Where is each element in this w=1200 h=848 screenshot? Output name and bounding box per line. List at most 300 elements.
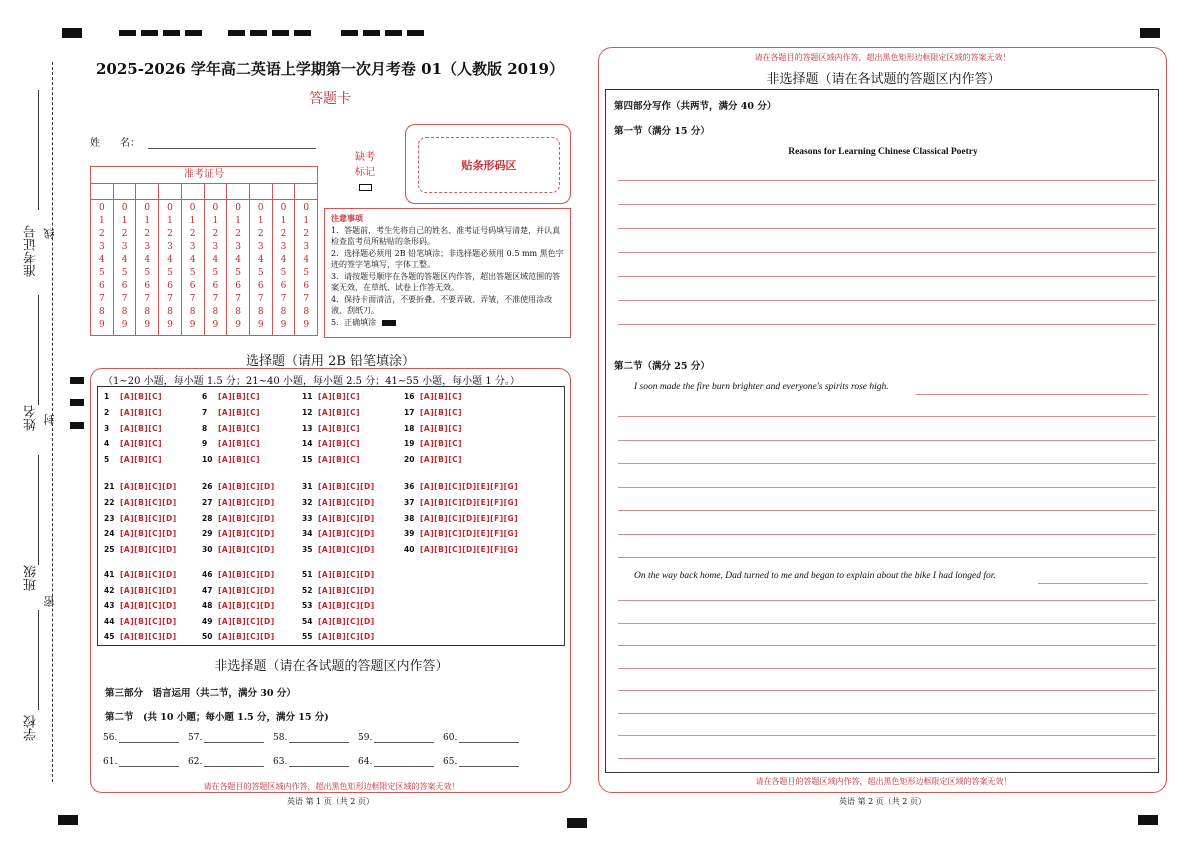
- digit-bubble[interactable]: 1: [280, 216, 287, 226]
- digit-bubble[interactable]: 4: [280, 255, 287, 265]
- digit-bubble[interactable]: 4: [98, 255, 105, 265]
- digit-bubble[interactable]: 6: [144, 281, 151, 291]
- choice-question[interactable]: [302, 529, 375, 538]
- writing-line[interactable]: [618, 487, 1156, 488]
- question-number: 46: [202, 570, 213, 579]
- answer-options[interactable]: [A][B][C][D]: [318, 482, 375, 491]
- digit-bubble[interactable]: 7: [167, 294, 173, 304]
- exam-number-column[interactable]: [136, 200, 159, 335]
- blank-line[interactable]: [374, 757, 434, 767]
- answer-options[interactable]: [A][B][C][D]: [120, 601, 177, 610]
- writing-line[interactable]: [618, 324, 1156, 325]
- choice-question[interactable]: [404, 482, 518, 491]
- digit-bubble[interactable]: 0: [189, 203, 196, 213]
- fill-blank[interactable]: [273, 733, 349, 743]
- writing-line[interactable]: [618, 735, 1156, 736]
- choice-question[interactable]: [404, 392, 462, 401]
- answer-options[interactable]: [A][B][C]: [218, 439, 261, 449]
- exam-number-column[interactable]: [114, 200, 137, 335]
- digit-bubble[interactable]: 3: [98, 242, 105, 252]
- answer-options[interactable]: [A][B][C]: [120, 439, 163, 449]
- digit-bubble[interactable]: 8: [121, 307, 128, 317]
- digit-bubble[interactable]: 0: [144, 203, 151, 213]
- answer-options[interactable]: [A][B][C]: [318, 392, 361, 401]
- fill-blank[interactable]: [443, 757, 519, 767]
- choice-scoring-note: （1~20 小题，每小题 1.5 分；21~40 小题，每小题 2.5 分；41~55 小题，每小题 1 分。）: [103, 376, 520, 387]
- digit-bubble[interactable]: 7: [303, 294, 310, 304]
- exam-number-column[interactable]: [250, 200, 273, 335]
- writing-line[interactable]: [618, 463, 1156, 464]
- digit-bubble[interactable]: 6: [303, 281, 310, 291]
- registration-mark: [70, 399, 84, 406]
- choice-answer-area: [97, 386, 565, 646]
- digit-bubble[interactable]: 9: [144, 320, 151, 330]
- answer-options[interactable]: [A][B][C][D]: [318, 632, 375, 641]
- answer-options[interactable]: [A][B][C]: [120, 407, 163, 417]
- choice-question[interactable]: [202, 392, 260, 401]
- answer-options[interactable]: [A][B][C][D]: [218, 529, 275, 539]
- choice-question[interactable]: [302, 617, 375, 626]
- digit-bubble[interactable]: 9: [235, 320, 241, 330]
- digit-bubble[interactable]: 4: [257, 255, 264, 265]
- digit-bubble[interactable]: 1: [235, 216, 241, 226]
- digit-bubble[interactable]: 3: [280, 242, 287, 252]
- writing-line[interactable]: [618, 668, 1156, 669]
- digit-bubble[interactable]: 7: [235, 294, 241, 304]
- choice-question[interactable]: [202, 632, 275, 641]
- digit-bubble[interactable]: 9: [98, 320, 105, 330]
- digit-bubble[interactable]: 3: [121, 242, 128, 252]
- answer-options[interactable]: [A][B][C]: [318, 423, 361, 433]
- exam-number-column[interactable]: [159, 200, 182, 335]
- answer-options[interactable]: [A][B][C][D][E][F][G]: [420, 513, 519, 523]
- digit-bubble[interactable]: 0: [235, 203, 241, 213]
- digit-bubble[interactable]: 9: [280, 320, 287, 330]
- answer-options[interactable]: [A][B][C][D]: [218, 601, 275, 610]
- answer-options[interactable]: [A][B][C][D]: [218, 513, 275, 523]
- digit-bubble[interactable]: 5: [98, 268, 105, 278]
- digit-bubble[interactable]: 1: [212, 216, 219, 226]
- answer-options[interactable]: [A][B][C][D]: [120, 632, 177, 641]
- digit-bubble[interactable]: 5: [303, 268, 310, 278]
- digit-bubble[interactable]: 8: [98, 307, 105, 317]
- digit-bubble[interactable]: 8: [189, 307, 196, 317]
- registration-mark: [272, 30, 289, 36]
- answer-options[interactable]: [A][B][C]: [318, 439, 361, 449]
- answer-options[interactable]: [A][B][C][D][E][F][G]: [420, 482, 519, 491]
- blank-line[interactable]: [289, 757, 349, 767]
- digit-bubble[interactable]: 5: [189, 268, 196, 278]
- digit-bubble[interactable]: 7: [121, 294, 128, 304]
- digit-bubble[interactable]: 2: [167, 229, 173, 239]
- writing-line[interactable]: [916, 394, 1148, 395]
- digit-bubble[interactable]: 7: [144, 294, 151, 304]
- name-field[interactable]: [90, 134, 316, 149]
- choice-question[interactable]: [104, 408, 162, 417]
- fill-blank[interactable]: [188, 757, 264, 767]
- writing-line[interactable]: [618, 758, 1156, 759]
- choice-question[interactable]: [202, 514, 275, 523]
- answer-options[interactable]: [A][B][C][D]: [120, 529, 177, 539]
- digit-bubble[interactable]: 0: [280, 203, 287, 213]
- answer-options[interactable]: [A][B][C][D]: [120, 545, 177, 555]
- writing-line[interactable]: [618, 204, 1156, 205]
- choice-question[interactable]: [104, 617, 177, 626]
- page-footer-left: 英语 第 1 页（共 2 页）: [287, 797, 374, 806]
- writing-line[interactable]: [618, 510, 1156, 511]
- digit-bubble[interactable]: 2: [98, 229, 105, 239]
- blank-line[interactable]: [119, 733, 179, 743]
- digit-bubble[interactable]: 7: [257, 294, 264, 304]
- question-number: 9: [202, 439, 208, 449]
- choice-question[interactable]: [404, 439, 462, 448]
- choice-question[interactable]: [404, 408, 462, 417]
- question-number: 30: [202, 545, 213, 555]
- digit-bubble[interactable]: 5: [257, 268, 264, 278]
- digit-bubble[interactable]: 9: [189, 320, 196, 330]
- fill-blank[interactable]: [273, 757, 349, 767]
- writing-line[interactable]: [618, 713, 1156, 714]
- question-number: 2: [104, 407, 110, 417]
- choice-question[interactable]: [202, 455, 260, 464]
- registration-mark: [363, 30, 380, 36]
- digit-bubble[interactable]: 5: [144, 268, 151, 278]
- digit-bubble[interactable]: 8: [167, 307, 173, 317]
- digit-bubble[interactable]: 6: [189, 281, 196, 291]
- digit-bubble[interactable]: 6: [121, 281, 128, 291]
- choice-question[interactable]: [202, 408, 260, 417]
- answer-options[interactable]: [A][B][C]: [420, 423, 463, 433]
- choice-question[interactable]: [302, 392, 360, 401]
- digit-bubble[interactable]: 3: [303, 242, 310, 252]
- choice-question[interactable]: [202, 439, 260, 448]
- answer-options[interactable]: [A][B][C][D]: [120, 513, 177, 523]
- answer-options[interactable]: [A][B][C][D]: [318, 570, 375, 579]
- instruction-item: 2．选择题必须用 2B 铅笔填涂；非选择题必须用 0.5 mm 黑色字迹的签字笔填写，字体工整。: [331, 248, 564, 269]
- digit-bubble[interactable]: 3: [144, 242, 151, 252]
- answer-options[interactable]: [A][B][C]: [420, 407, 463, 417]
- digit-bubble[interactable]: 9: [212, 320, 219, 330]
- writing-line[interactable]: [618, 645, 1156, 646]
- digit-bubble[interactable]: 8: [235, 307, 241, 317]
- question-number: 36: [404, 482, 415, 491]
- choice-question[interactable]: [302, 601, 375, 610]
- digit-bubble[interactable]: 4: [189, 255, 196, 265]
- digit-bubble[interactable]: 6: [235, 281, 241, 291]
- choice-question[interactable]: [104, 570, 177, 579]
- answer-options[interactable]: [A][B][C][D]: [218, 585, 275, 595]
- blank-line[interactable]: [459, 733, 519, 743]
- choice-question[interactable]: [104, 455, 162, 464]
- choice-question[interactable]: [104, 529, 177, 538]
- digit-bubble[interactable]: 0: [303, 203, 310, 213]
- choice-question[interactable]: [302, 545, 375, 554]
- blank-line[interactable]: [289, 733, 349, 743]
- question-number: 27: [202, 497, 213, 507]
- answer-options[interactable]: [A][B][C]: [420, 455, 463, 465]
- choice-question[interactable]: [202, 601, 275, 610]
- exam-number-column[interactable]: [91, 200, 114, 335]
- answer-options[interactable]: [A][B][C]: [120, 423, 163, 433]
- answer-options[interactable]: [A][B][C][D][E][F][G]: [420, 529, 519, 539]
- choice-question[interactable]: [202, 617, 275, 626]
- choice-question[interactable]: [104, 439, 162, 448]
- answer-options[interactable]: [A][B][C][D]: [120, 616, 177, 626]
- answer-options[interactable]: [A][B][C][D][E][F][G]: [420, 497, 519, 507]
- blank-line[interactable]: [374, 733, 434, 743]
- answer-options[interactable]: [A][B][C]: [218, 392, 261, 401]
- writing-line[interactable]: [618, 416, 1156, 417]
- choice-question[interactable]: [404, 529, 518, 538]
- fill-blank[interactable]: [358, 757, 434, 767]
- answer-options[interactable]: [A][B][C][D]: [120, 585, 177, 595]
- choice-question[interactable]: [104, 545, 177, 554]
- blank-line[interactable]: [204, 757, 264, 767]
- answer-options[interactable]: [A][B][C][D]: [218, 545, 275, 555]
- digit-bubble[interactable]: 3: [212, 242, 219, 252]
- digit-bubble[interactable]: 2: [235, 229, 241, 239]
- question-number: 22: [104, 497, 115, 507]
- digit-bubble[interactable]: 2: [280, 229, 287, 239]
- choice-question[interactable]: [104, 498, 177, 507]
- writing-line[interactable]: [618, 534, 1156, 535]
- writing-line[interactable]: [618, 440, 1156, 441]
- digit-bubble[interactable]: 7: [280, 294, 287, 304]
- digit-bubble[interactable]: 6: [212, 281, 219, 291]
- answer-options[interactable]: [A][B][C]: [218, 423, 261, 433]
- exam-number-write-row[interactable]: [91, 184, 317, 200]
- fill-blank[interactable]: [103, 733, 179, 743]
- question-number: 31: [302, 482, 313, 491]
- fill-blank[interactable]: [188, 733, 264, 743]
- digit-bubble[interactable]: 7: [212, 294, 219, 304]
- exam-number-column[interactable]: [227, 200, 250, 335]
- digit-bubble[interactable]: 4: [235, 255, 241, 265]
- writing-line[interactable]: [618, 300, 1156, 301]
- digit-bubble[interactable]: 2: [144, 229, 151, 239]
- digit-bubble[interactable]: 9: [167, 320, 173, 330]
- choice-question[interactable]: [302, 586, 375, 595]
- digit-bubble[interactable]: 3: [189, 242, 196, 252]
- choice-question[interactable]: [404, 455, 462, 464]
- choice-question[interactable]: [302, 439, 360, 448]
- answer-options[interactable]: [A][B][C][D]: [120, 482, 177, 491]
- answer-options[interactable]: [A][B][C][D]: [318, 601, 375, 610]
- digit-bubble[interactable]: 9: [303, 320, 310, 330]
- name-input-line[interactable]: [148, 137, 316, 149]
- digit-bubble[interactable]: 4: [144, 255, 151, 265]
- digit-bubble[interactable]: 9: [257, 320, 264, 330]
- answer-options[interactable]: [A][B][C]: [120, 455, 163, 465]
- digit-bubble[interactable]: 8: [212, 307, 219, 317]
- choice-question[interactable]: [202, 545, 275, 554]
- answer-options[interactable]: [A][B][C]: [318, 455, 361, 465]
- digit-bubble[interactable]: 1: [189, 216, 196, 226]
- answer-options[interactable]: [A][B][C][D]: [120, 570, 177, 579]
- choice-question[interactable]: [104, 586, 177, 595]
- blank-number: 62.: [188, 757, 203, 767]
- answer-options[interactable]: [A][B][C][D]: [318, 513, 375, 523]
- choice-question[interactable]: [404, 514, 518, 523]
- choice-question[interactable]: [302, 424, 360, 433]
- digit-bubble[interactable]: 8: [257, 307, 264, 317]
- instruction-item: 4．保持卡面清洁，不要折叠、不要弄破、弄皱，不准使用涂改液、刮纸刀。: [331, 294, 553, 315]
- exam-number-grid: [90, 166, 318, 336]
- question-number: 19: [404, 439, 415, 449]
- choice-question[interactable]: [302, 570, 375, 579]
- digit-bubble[interactable]: 8: [303, 307, 310, 317]
- digit-bubble[interactable]: 3: [257, 242, 264, 252]
- digit-bubble[interactable]: 9: [121, 320, 128, 330]
- answer-options[interactable]: [A][B][C][D]: [218, 497, 275, 507]
- answer-options[interactable]: [A][B][C]: [420, 392, 463, 401]
- fill-blank[interactable]: [103, 757, 179, 767]
- digit-bubble[interactable]: 6: [257, 281, 264, 291]
- choice-question[interactable]: [104, 514, 177, 523]
- digit-bubble[interactable]: 1: [303, 216, 310, 226]
- digit-bubble[interactable]: 3: [235, 242, 241, 252]
- digit-bubble[interactable]: 0: [212, 203, 219, 213]
- choice-question[interactable]: [302, 498, 375, 507]
- writing-line[interactable]: [618, 600, 1156, 601]
- fill-blank[interactable]: [358, 733, 434, 743]
- digit-bubble[interactable]: 7: [98, 294, 105, 304]
- blank-number: 60.: [443, 733, 458, 743]
- choice-question[interactable]: [302, 455, 360, 464]
- answer-options[interactable]: [A][B][C][D]: [318, 497, 375, 507]
- question-number: 8: [202, 423, 208, 433]
- question-number: 4: [104, 439, 110, 449]
- digit-bubble[interactable]: 2: [189, 229, 196, 239]
- digit-bubble[interactable]: 8: [144, 307, 151, 317]
- choice-question[interactable]: [202, 424, 260, 433]
- choice-question[interactable]: [302, 408, 360, 417]
- answer-options[interactable]: [A][B][C][D]: [218, 616, 275, 626]
- digit-bubble[interactable]: 4: [212, 255, 219, 265]
- choice-question[interactable]: [202, 529, 275, 538]
- choice-question[interactable]: [104, 632, 177, 641]
- answer-options[interactable]: [A][B][C][D]: [218, 632, 275, 641]
- digit-bubble[interactable]: 8: [280, 307, 287, 317]
- writing-line[interactable]: [618, 690, 1156, 691]
- choice-question[interactable]: [302, 482, 375, 491]
- digit-bubble[interactable]: 1: [98, 216, 105, 226]
- answer-options[interactable]: [A][B][C][D]: [218, 570, 275, 579]
- absent-mark-box[interactable]: [359, 184, 372, 191]
- registration-mark: [58, 815, 78, 825]
- choice-question[interactable]: [104, 482, 177, 491]
- exam-number-column[interactable]: [295, 200, 317, 335]
- answer-options[interactable]: [A][B][C][D]: [318, 545, 375, 555]
- choice-question[interactable]: [202, 498, 275, 507]
- digit-bubble[interactable]: 4: [167, 255, 173, 265]
- answer-options[interactable]: [A][B][C]: [420, 439, 463, 449]
- choice-question[interactable]: [202, 482, 275, 491]
- answer-options[interactable]: [A][B][C]: [218, 407, 261, 417]
- side-label-name: 姓名: [24, 405, 39, 431]
- choice-question[interactable]: [104, 601, 177, 610]
- answer-options[interactable]: [A][B][C]: [218, 455, 261, 465]
- question-number: 28: [202, 513, 213, 523]
- blank-line[interactable]: [459, 757, 519, 767]
- blank-line[interactable]: [119, 757, 179, 767]
- choice-question[interactable]: [202, 586, 275, 595]
- choice-question[interactable]: [302, 632, 375, 641]
- digit-bubble[interactable]: 6: [280, 281, 287, 291]
- answer-options[interactable]: [A][B][C][D]: [318, 529, 375, 539]
- digit-bubble[interactable]: 1: [144, 216, 151, 226]
- answer-options[interactable]: [A][B][C]: [318, 407, 361, 417]
- writing-line[interactable]: [618, 228, 1156, 229]
- digit-bubble[interactable]: 5: [167, 268, 173, 278]
- choice-question[interactable]: [104, 424, 162, 433]
- digit-bubble[interactable]: 5: [121, 268, 128, 278]
- digit-bubble[interactable]: 5: [235, 268, 241, 278]
- choice-question[interactable]: [104, 392, 162, 401]
- answer-options[interactable]: [A][B][C][D][E][F][G]: [420, 545, 519, 555]
- digit-bubble[interactable]: 3: [167, 242, 173, 252]
- exam-number-column[interactable]: [182, 200, 205, 335]
- digit-bubble[interactable]: 4: [303, 255, 310, 265]
- digit-bubble[interactable]: 2: [212, 229, 219, 239]
- choice-question[interactable]: [404, 498, 518, 507]
- binding-field-line: [38, 90, 39, 210]
- answer-options[interactable]: [A][B][C]: [120, 392, 163, 401]
- question-number: 17: [404, 407, 415, 417]
- digit-bubble[interactable]: 0: [257, 203, 264, 213]
- writing-line[interactable]: [1038, 583, 1148, 584]
- writing-line[interactable]: [618, 180, 1156, 181]
- digit-bubble[interactable]: 7: [189, 294, 196, 304]
- answer-options[interactable]: [A][B][C][D]: [218, 482, 275, 491]
- continuation-para1-prompt: I soon made the fire burn brighter and everyone's spirits rose high.: [634, 382, 889, 392]
- digit-bubble[interactable]: 1: [167, 216, 173, 226]
- answer-options[interactable]: [A][B][C][D]: [120, 497, 177, 507]
- digit-bubble[interactable]: 2: [121, 229, 128, 239]
- choice-question[interactable]: [404, 545, 518, 554]
- continuation-para2-prompt: On the way back home, Dad turned to me and began to explain about the bike I had longed for.: [634, 571, 996, 581]
- answer-options[interactable]: [A][B][C][D]: [318, 616, 375, 626]
- digit-bubble[interactable]: 6: [167, 281, 173, 291]
- digit-bubble[interactable]: 0: [121, 203, 128, 213]
- digit-bubble[interactable]: 2: [303, 229, 310, 239]
- writing-line[interactable]: [618, 252, 1156, 253]
- digit-bubble[interactable]: 5: [280, 268, 287, 278]
- digit-bubble[interactable]: 1: [121, 216, 128, 226]
- answer-options[interactable]: [A][B][C][D]: [318, 585, 375, 595]
- choice-question[interactable]: [302, 514, 375, 523]
- digit-bubble[interactable]: 1: [257, 216, 264, 226]
- exam-number-bubbles[interactable]: [91, 200, 317, 335]
- writing-line[interactable]: [618, 623, 1156, 624]
- question-number: 11: [302, 392, 313, 401]
- fill-blank[interactable]: [443, 733, 519, 743]
- question-number: 37: [404, 497, 415, 507]
- exam-number-column[interactable]: [273, 200, 296, 335]
- digit-bubble[interactable]: 2: [257, 229, 264, 239]
- choice-question[interactable]: [202, 570, 275, 579]
- writing-line[interactable]: [618, 557, 1156, 558]
- digit-bubble[interactable]: 5: [212, 268, 219, 278]
- digit-bubble[interactable]: 0: [167, 203, 173, 213]
- exam-number-column[interactable]: [205, 200, 228, 335]
- blank-line[interactable]: [204, 733, 264, 743]
- choice-question[interactable]: [404, 424, 462, 433]
- writing-line[interactable]: [618, 276, 1156, 277]
- digit-bubble[interactable]: 6: [98, 281, 105, 291]
- digit-bubble[interactable]: 0: [98, 203, 105, 213]
- digit-bubble[interactable]: 4: [121, 255, 128, 265]
